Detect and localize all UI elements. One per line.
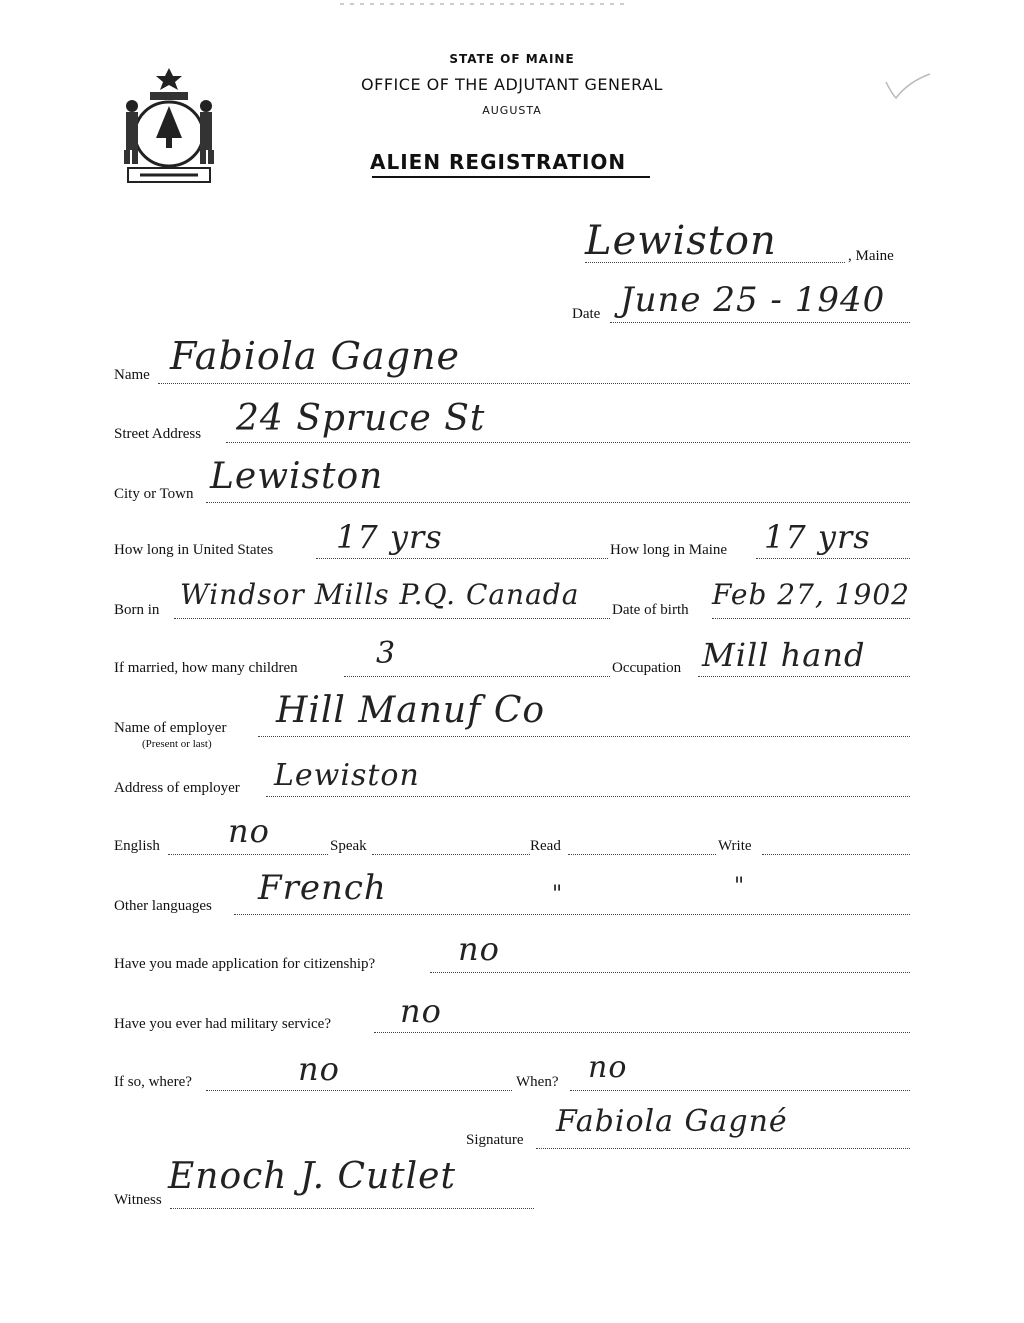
dob-label: Date of birth — [612, 602, 689, 618]
dob-line — [712, 618, 910, 619]
occupation-label: Occupation — [612, 660, 682, 676]
title-underline — [372, 176, 650, 178]
street-line — [226, 442, 910, 443]
signature-line — [536, 1148, 910, 1149]
born-in-value: Windsor Mills P.Q. Canada — [180, 578, 580, 611]
street-value: 24 Spruce St — [236, 398, 486, 439]
date-line — [610, 322, 910, 323]
employer-address-label: Address of employer — [114, 780, 240, 796]
children-label: If married, how many children — [114, 660, 298, 676]
read-label: Read — [530, 838, 561, 854]
write-line — [762, 854, 910, 855]
other-languages-ditto-1: " — [552, 882, 564, 907]
signature-label: Signature — [466, 1132, 524, 1148]
other-languages-line — [234, 914, 910, 915]
signature-value: Fabiola Gagné — [556, 1104, 788, 1139]
form-title: ALIEN REGISTRATION — [370, 150, 627, 174]
employer-value: Hill Manuf Co — [276, 690, 546, 731]
date-value: June 25 - 1940 — [620, 280, 886, 320]
citizenship-value: no — [458, 930, 500, 968]
born-in-label: Born in — [114, 602, 160, 618]
citizenship-label: Have you made application for citizenship? — [114, 956, 376, 972]
how-long-us-line — [316, 558, 608, 559]
employer-label: Name of employer — [114, 720, 227, 736]
when-line — [570, 1090, 910, 1091]
place-suffix: , Maine — [848, 248, 894, 264]
place-value: Lewiston — [585, 218, 777, 264]
employer-address-value: Lewiston — [274, 758, 420, 793]
citizenship-line — [430, 972, 910, 973]
how-long-maine-value: 17 yrs — [764, 518, 871, 556]
name-label: Name — [114, 367, 150, 383]
name-value: Fabiola Gagne — [170, 334, 460, 378]
header-city: AUGUSTA — [482, 104, 542, 117]
speak-line — [372, 854, 530, 855]
employer-sublabel: (Present or last) — [142, 738, 212, 750]
city-value: Lewiston — [210, 456, 384, 497]
military-value: no — [400, 992, 442, 1030]
speak-label: Speak — [330, 838, 367, 854]
employer-address-line — [266, 796, 910, 797]
military-line — [374, 1032, 910, 1033]
where-value: no — [298, 1050, 340, 1088]
witness-value: Enoch J. Cutlet — [168, 1156, 456, 1197]
occupation-line — [698, 676, 910, 677]
city-line — [206, 502, 910, 503]
employer-line — [258, 736, 910, 737]
where-label: If so, where? — [114, 1074, 192, 1090]
how-long-maine-label: How long in Maine — [610, 542, 728, 558]
occupation-value: Mill hand — [702, 636, 866, 674]
witness-label: Witness — [114, 1192, 162, 1208]
city-label: City or Town — [114, 486, 194, 502]
how-long-us-value: 17 yrs — [336, 518, 443, 556]
name-line — [158, 383, 910, 384]
street-label: Street Address — [114, 426, 202, 442]
scan-marks — [330, 0, 650, 10]
where-line — [206, 1090, 512, 1091]
read-line — [568, 854, 716, 855]
english-value: no — [228, 812, 270, 850]
english-line — [168, 854, 328, 855]
date-label: Date — [572, 306, 601, 322]
when-value: no — [588, 1050, 628, 1085]
children-value: 3 — [376, 636, 397, 671]
dob-value: Feb 27, 1902 — [712, 578, 910, 611]
other-languages-label: Other languages — [114, 898, 212, 914]
other-languages-value: French — [258, 868, 387, 908]
header-state: STATE OF MAINE — [449, 52, 575, 66]
header-office: OFFICE OF THE ADJUTANT GENERAL — [361, 75, 663, 94]
born-in-line — [174, 618, 610, 619]
how-long-us-label: How long in United States — [114, 542, 274, 558]
children-line — [344, 676, 610, 677]
other-languages-ditto-2: " — [734, 874, 746, 899]
write-label: Write — [718, 838, 752, 854]
how-long-maine-line — [756, 558, 910, 559]
military-label: Have you ever had military service? — [114, 1016, 331, 1032]
english-label: English — [114, 838, 160, 854]
when-label: When? — [516, 1074, 559, 1090]
witness-line — [170, 1208, 534, 1209]
